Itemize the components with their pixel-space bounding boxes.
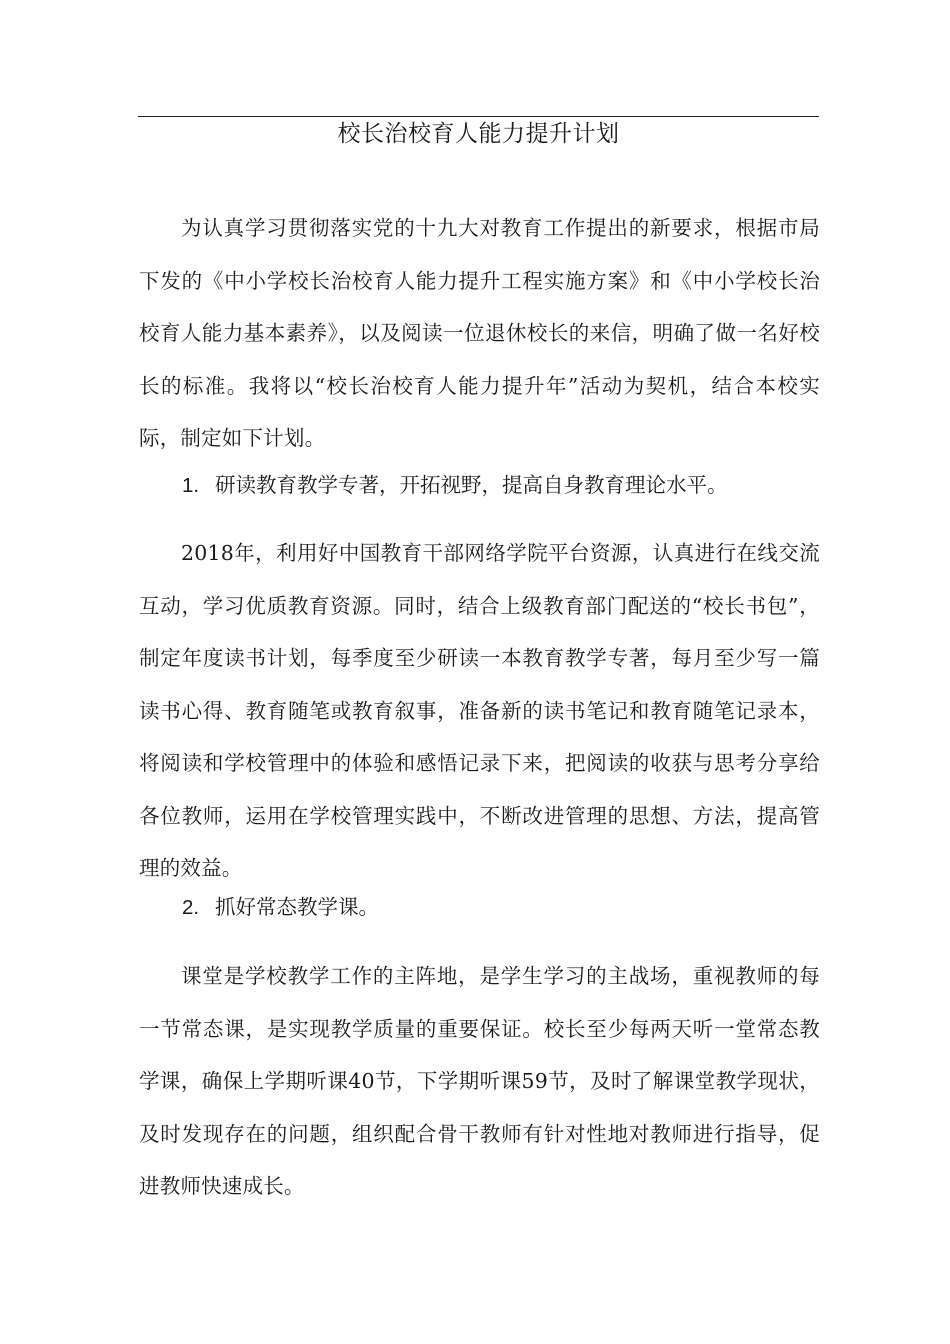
- intro-paragraph: 为认真学习贯彻落实党的十九大对教育工作提出的新要求，根据市局下发的《中小学校长治校育人能力提升工程实施方案》和《中小学校长治校育人能力基本素养》，以及阅读一位退休校长的来信，明确了做一名好校长的标准。我将以“校长治校育人能力提升年”活动为契机，结合本校实际，制定如下计划。: [139, 216, 820, 450]
- section-1-number: 1.: [182, 474, 200, 497]
- section-2-number: 2.: [182, 896, 200, 919]
- section-1-paragraph: 2018年，利用好中国教育干部网络学院平台资源，认真进行在线交流互动，学习优质教育资源。同时，结合上级教育部门配送的“校长书包”，制定年度读书计划，每季度至少研读一本教育教学专著，每月至少写一篇读书心得、教育随笔或教育叙事，准备新的读书笔记和教育随笔记录本，将阅读和学校管理中的体验和感悟记录下来，把阅读的收获与思考分享给各位教师，运用在学校管理实践中，不断改进管理的思想、方法，提高管理的效益。: [139, 541, 820, 880]
- section-2-heading: [182, 881, 379, 935]
- section-2-paragraph: 课堂是学校教学工作的主阵地，是学生学习的主战场，重视教师的每一节常态课，是实现教学质量的重要保证。校长至少每两天听一堂常态教学课，确保上学期听课40节，下学期听课59节，及时了解课堂教学现状，及时发现存在的问题，组织配合骨干教师有针对性地对教师进行指导，促进教师快速成长。: [139, 964, 820, 1198]
- section-1-heading: [182, 459, 728, 513]
- document-title: 校长治校育人能力提升计划: [337, 121, 620, 147]
- section-1-heading-text: 研读教育教学专著，开拓视野，提高自身教育理论水平。: [215, 473, 728, 497]
- section-2-heading-text: 抓好常态教学课。: [215, 895, 379, 919]
